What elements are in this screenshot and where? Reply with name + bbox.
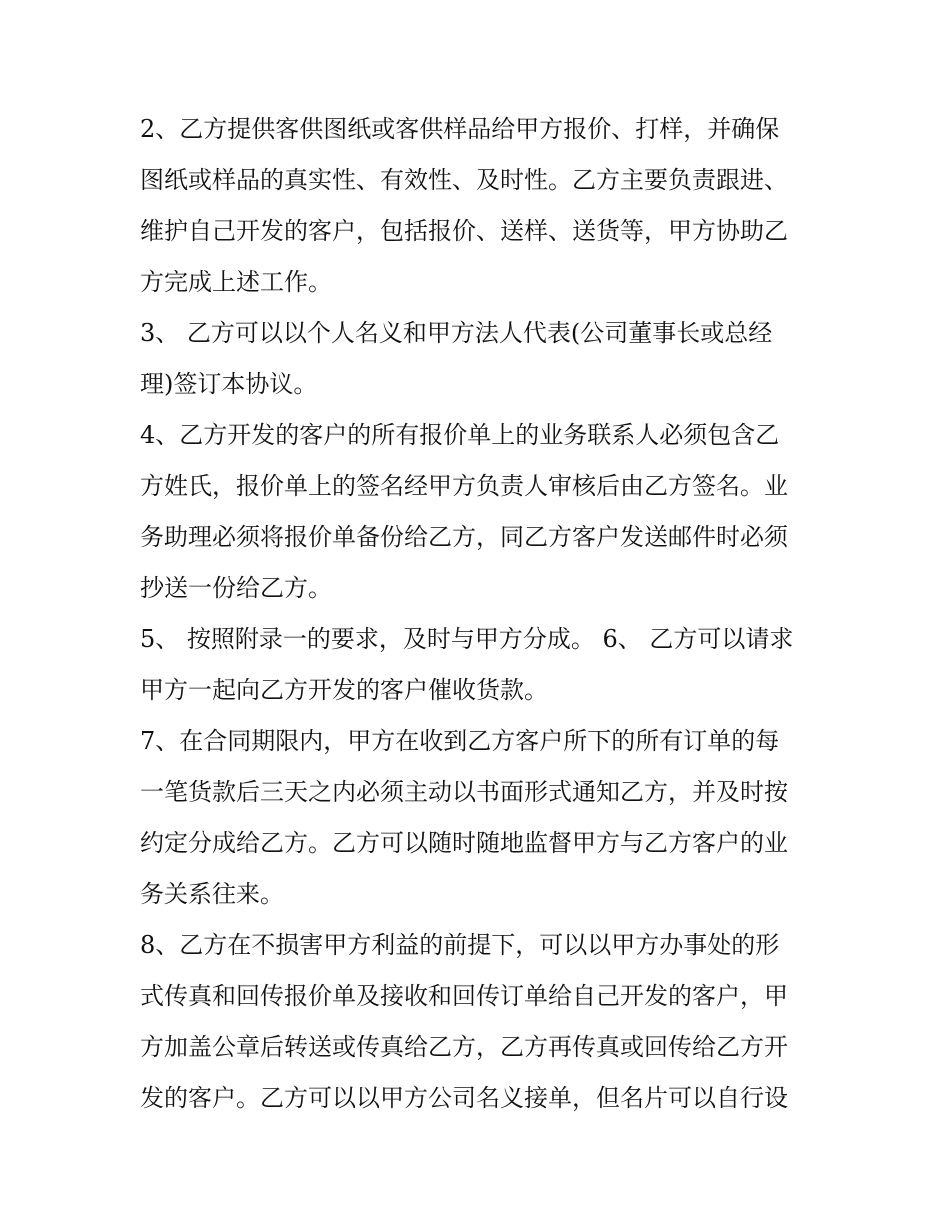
clause-2-line-4: 方完成上述工作。 xyxy=(140,268,332,296)
clause-5-6-line-2: 甲方一起向乙方开发的客户催收货款。 xyxy=(140,676,548,704)
clause-4-line-2: 方姓氏，报价单上的签名经甲方负责人审核后由乙方签名。业 xyxy=(140,472,788,500)
clause-2-line-3: 维护自己开发的客户，包括报价、送样、送货等，甲方协助乙 xyxy=(140,217,788,245)
clause-2-line-2: 图纸或样品的真实性、有效性、及时性。乙方主要负责跟进、 xyxy=(140,166,788,194)
clause-8-line-2: 式传真和回传报价单及接收和回传订单给自己开发的客户，甲 xyxy=(140,982,788,1010)
clause-4-line-4: 抄送一份给乙方。 xyxy=(140,574,332,602)
clause-4-line-3: 务助理必须将报价单备份给乙方，同乙方客户发送邮件时必须 xyxy=(140,523,788,551)
clause-7-line-2: 一笔货款后三天之内必须主动以书面形式通知乙方，并及时按 xyxy=(140,778,788,806)
clause-8-line-4: 发的客户。乙方可以以甲方公司名义接单，但名片可以自行设 xyxy=(140,1084,788,1112)
document-body xyxy=(140,104,815,1124)
clause-2-line-1: 2、乙方提供客供图纸或客供样品给甲方报价、打样，并确保 xyxy=(140,115,780,143)
clause-7-line-4: 务关系往来。 xyxy=(140,880,284,908)
clause-3-line-1: 3、 乙方可以以个人名义和甲方法人代表(公司董事长或总经 xyxy=(140,319,773,347)
clause-7-line-1: 7、在合同期限内，甲方在收到乙方客户所下的所有订单的每 xyxy=(140,727,780,755)
clause-7-line-3: 约定分成给乙方。乙方可以随时随地监督甲方与乙方客户的业 xyxy=(140,829,788,857)
clause-3-line-2: 理)签订本协议。 xyxy=(140,370,318,398)
clause-4-line-1: 4、乙方开发的客户的所有报价单上的业务联系人必须包含乙 xyxy=(140,421,780,449)
clause-8-line-1: 8、乙方在不损害甲方利益的前提下，可以以甲方办事处的形 xyxy=(140,931,780,959)
clause-5-6-line-1: 5、 按照附录一的要求，及时与甲方分成。 6、 乙方可以请求 xyxy=(140,625,794,653)
clause-8-line-3: 方加盖公章后转送或传真给乙方，乙方再传真或回传给乙方开 xyxy=(140,1033,788,1061)
